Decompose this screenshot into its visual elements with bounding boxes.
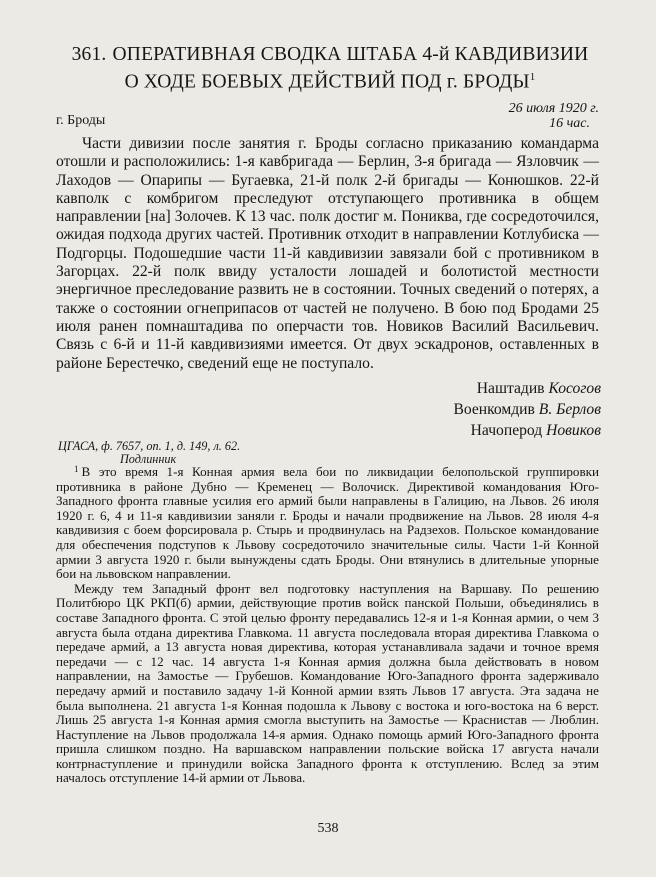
archive-note: Подлинник (120, 452, 177, 466)
footnote-paragraph-2: Между тем Западный фронт вел подготовку наступления на Варшаву. По решению Политбюро ЦК РКП(б) армии, действующие против войск панской Польши, объединялись в составе Западного фронта. С этой целью фронту передавались 12-я и 1-я Конная армии, о чем 3 августа была отдана директива Главкома. 11 августа последовала вторая директива Главкома о передаче армий, а 13 августа новая директива, которая устанавливала задачи и точное время передачи — с 12 час. 14 августа 1-я Конная армия должна была действовать в новом направлении, на Замостье — Грубешов. Командование Юго-Западного фронта задерживало передачу армий и поставило задачу 1-й Конной армии взять Львов 17 августа. Эта задача не была выполнена. 21 августа 1-я Конная подошла к Львову с востока и юго-востока на 6 верст. Лишь 25 августа 1-я Конная армия смогла выступить на Замостье — Краснистав — Люблин. Наступление на Львов продолжала 14-я армия. Однако помощь армий Юго-Западного фронта пришла слишком поздно. На варшавском направлении польские войска 17 августа начали контрнаступление и принудили войска Западного фронта к отступлению. Вслед за этим началось отступление 14-й армии от Львова. (56, 580, 599, 786)
document-number: 361. (71, 44, 107, 65)
footnote-mark: 1 (74, 464, 79, 474)
title-footnote-mark: 1 (529, 71, 536, 83)
document-place: г. Броды (56, 113, 106, 128)
signature-chief-of-staff: Наштадив Косогов (476, 380, 601, 397)
document-date: 26 июля 1920 г. (508, 101, 599, 116)
footnotes (56, 462, 599, 786)
title-line-2: О ХОДЕ БОЕВЫХ ДЕЙСТВИЙ ПОД г. БРОДЫ$^1$ (124, 71, 536, 93)
archive-reference: ЦГАСА, ф. 7657, оп. 1, д. 149, л. 62. Подлинник (58, 439, 241, 466)
footnote-paragraph-1: $^1$ В это время 1-я Конная армия вела бои по ликвидации белопольской группировки противника в районе Дубно — Кременец — Волочиск. Директивой командования Юго-Западного фронта главные усилия его армий были направлены в Галицию, на Львов. 26 июля 1920 г. 6, 4 и 11-я кавдивизии заняли г. Броды и начали продвижение на Львов. 28 июля 4-я кавдивизия с боем форсировала р. Стырь и продвинулась на Радзехов. Польское командование для обеспечения подступов к Львову сосредоточило значительные силы. Части 1-й Конной армии 3 августа 1920 г. были вынуждены сдать Броды. Они втянулись в длительные упорные бои на львовском направлении. (56, 464, 599, 582)
report-body: Части дивизии после занятия г. Броды согласно приказанию командарма отошли и расположились: 1-я кавбригада — Берлин, 3-я бригада — Язловчик — Лаходов — Опарипы — Бугаевка, 21-й полк 2-й бригады — Конюшков. 22-й кавполк с комбригом преследуют отступающего противника в общем направлении [на] Золочев. К 13 час. полк достиг м. Пониква, где сосредоточился, ожидая подхода других частей. Противник отходит в направлении Котлубиска — Подгорцы. Подошедшие части 11-й кавдивизии завязали бой с противником в Загорцах. 22-й полк ввиду усталости лошадей и болотистой местности энергичное преследование развить не в состоянии. Точных сведений о потерях, а также о состоянии огнеприпасов от частей не получено. В бою под Бродами 25 июля ранен помнаштадива по оперчасти тов. Новиков Василий Васильевич. Связь с 6-й и 11-й кавдивизиями имеется. От двух эскадронов, оставленных в районе Берестечко, сведений еще не поступало. (56, 135, 599, 372)
page-number: 538 (317, 821, 339, 836)
document-time: 16 час. (549, 116, 590, 131)
signature-operations-chief: Начоперод Новиков (470, 422, 601, 439)
signature-block (453, 378, 601, 441)
document-title (60, 44, 600, 94)
signature-commissar: Военкомдив В. Берлов (453, 401, 601, 418)
title-line-1: 361. ОПЕРАТИВНАЯ СВОДКА ШТАБА 4-й КАВДИВИЗИИ (71, 44, 589, 65)
